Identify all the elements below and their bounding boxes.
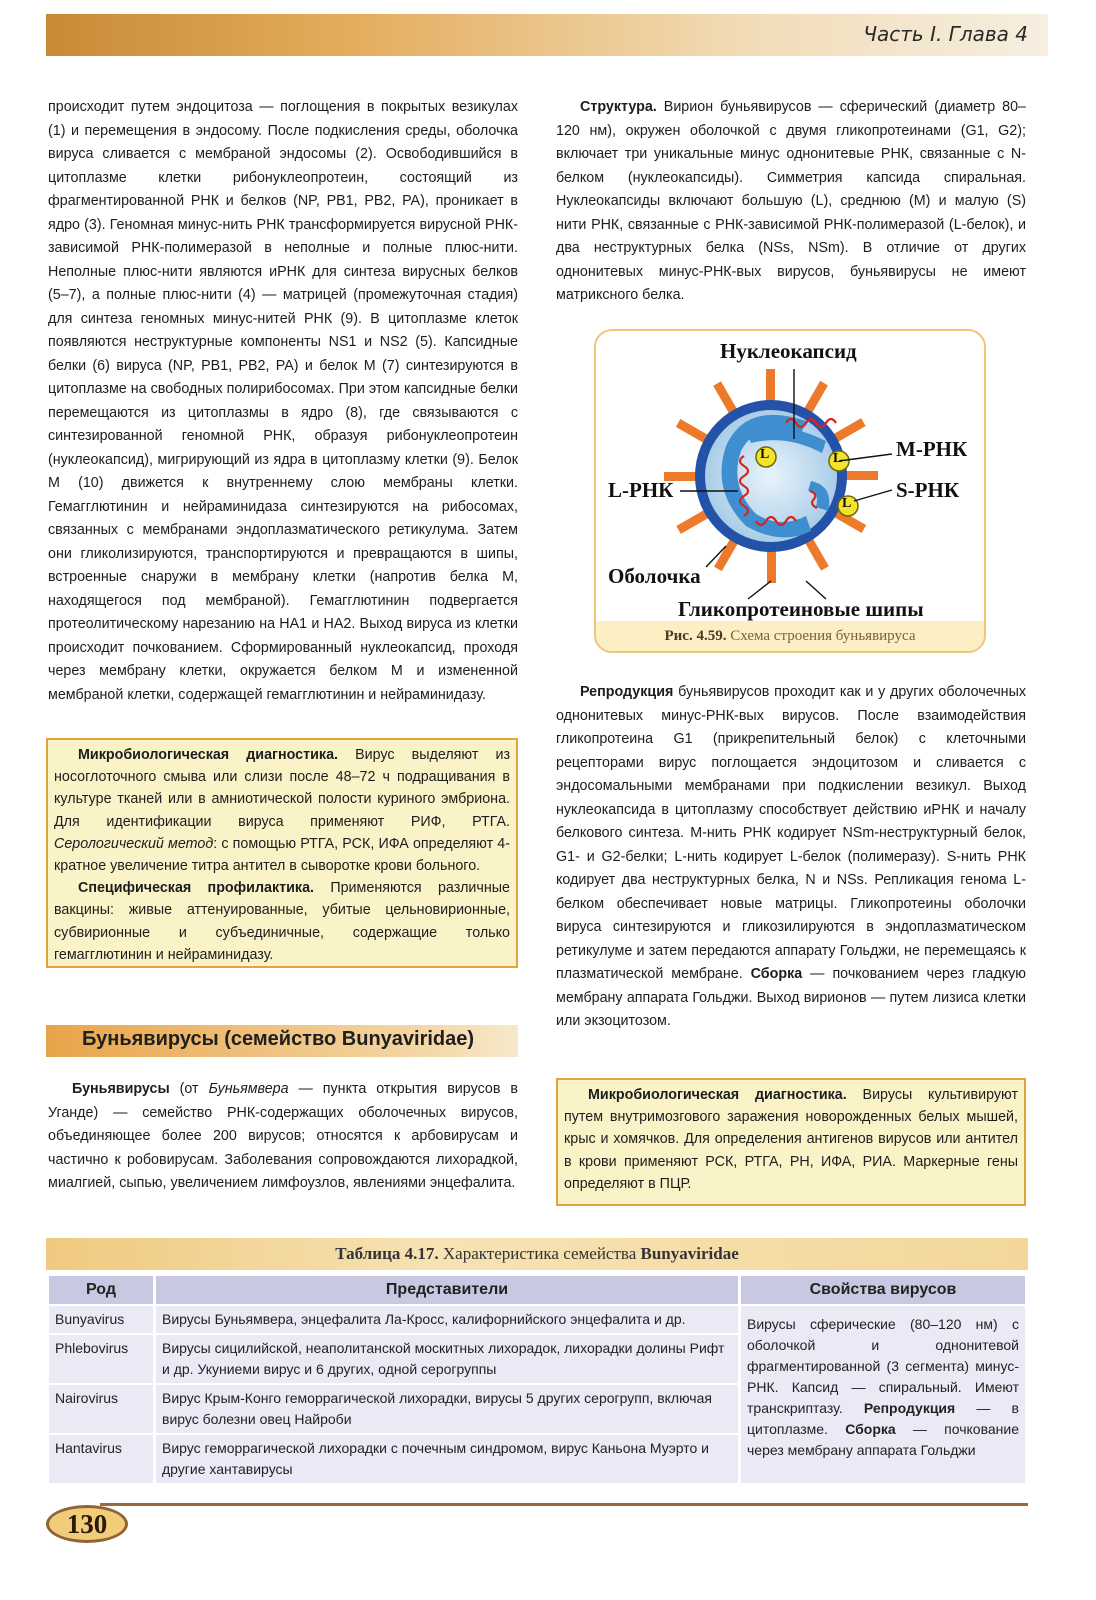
left-paragraph: происходит путем эндоцитоза — поглощения в покрытых везикулах (1) и перемещения в эндосому. После подкисления среды, оболочка вируса сливается с мембраной эндосомы (2). Освободившийся в цитоплазме клетки рибонуклеопротеин, состоящий из фрагментированной РНК и белков (NP, PB1, PB2, PA), проникает в ядро (3). Геномная минус-нить РНК трансформируется вирусной РНК-зависимой РНК-полимеразой в неполные и полные плюс-нити. Неполные плюс-нити являются иРНК для синтеза вирусных белков (5–7), а полные плюс-нити (4) — матрицей (промежуточная стадия) для синтеза геномных минус-нитей РНК (9). В цитоплазме клеток появляются неструктурные компоненты NS1 и NS2 (5). Капсидные белки (6) вируса (NP, PB1, PB2, PA) и белок М (7) синтезируются в цитоплазме на свободных полирибосомах. При этом капсидные белки перемещаются из цитоплазмы в ядро (8), где связываются с синтезированной геномной РНК, образуя рибонуклеопротеин (нуклеокапсид), мигрирующий из ядра в цитоплазму клетки (9). Белок М (10) движется к внутреннему слою мембраны клетки. Гемагглютинин и нейраминидаза синтезируются на рибосомах, связанных с мембранами эндоплазматического ретикулума. Затем они гликолизируются, транспортируются и превращаются в шипы, встроенные снаружи в мембрану клетки (напротив белка М, находящегося под мембраной). Гемагглютинин подвергается протеолитическому нарезанию на HA1 и HA2. Выход вируса из клетки происходит почкованием. Сформированный нуклеокапсид, проходя через мембрану клетки, окружается белком М и измененной мембраной клетки, содержащей гемагглютинин и нейраминидазу. bbox=[48, 99, 518, 703]
table-header-properties: Свойства вирусов bbox=[741, 1276, 1025, 1304]
section-heading-bar bbox=[46, 1025, 518, 1057]
left-intro bbox=[48, 1078, 518, 1196]
right-reproduction bbox=[556, 681, 1026, 1034]
assembly-text: — почкованием через гладкую мембрану аппарата Гольджи. Выход вирионов — путем лизиса клетки или экзоцитозом. bbox=[556, 966, 1026, 1029]
genus-cell: Nairovirus bbox=[49, 1385, 153, 1433]
table-header-genus: Род bbox=[49, 1276, 153, 1304]
properties-text-3: — почкование через мембрану аппарата Гольджи bbox=[747, 1421, 1019, 1458]
right-diag-title: Микробиологическая диагностика. bbox=[588, 1087, 847, 1103]
properties-text-2: — в цитоплазме. bbox=[747, 1400, 1019, 1437]
members-cell: Вирусы сицилийской, неаполитанской москитных лихорадок, лихорадки долины Рифт и др. Укуниеми вирус и 6 других, одной серогруппы bbox=[156, 1335, 738, 1383]
properties-bold-1: Репродукция bbox=[863, 1400, 956, 1416]
intro-bold: Буньявирусы bbox=[72, 1081, 170, 1097]
chapter-header-bar bbox=[46, 14, 1048, 56]
label-spikes: Гликопротеиновые шипы bbox=[678, 597, 924, 621]
properties-bold-2: Сборка bbox=[845, 1421, 896, 1437]
right-structure bbox=[556, 96, 1026, 308]
section-title: Буньявирусы (семейство Bunyaviridae) bbox=[82, 1028, 475, 1050]
label-envelope: Оболочка bbox=[608, 564, 701, 588]
table-title bbox=[46, 1238, 1028, 1270]
bunyavirus-figure bbox=[594, 329, 986, 653]
intro-paragraph bbox=[48, 1078, 518, 1196]
table-title-family: Bunyaviridae bbox=[640, 1244, 739, 1263]
table-title-text: Характеристика семейства bbox=[438, 1244, 641, 1263]
label-s-rna: S-РНК bbox=[896, 478, 960, 502]
properties-text-1: Вирусы сферические (80–120 нм) с оболочкой и однонитевой фрагментированной (3 сегмента) минус-РНК. Капсид — спиральный. Имеют транскриптазу. bbox=[747, 1316, 1019, 1416]
structure-text: Вирион буньявирусов — сферический (диаметр 80–120 нм), окружен оболочкой с двумя гликопротеинами (G1, G2); включает три уникальные минус однонитевые РНК, связанные с N-белком (нуклеокапсиды). Симметрия капсида спиральная. Нуклеокапсиды включают большую (L), среднюю (M) и малую (S) нити РНК, связанные с РНК-зависимой РНК-полимеразой (L-белок), и два неструктурных белка (NSs, NSm). В отличие от других однонитевых минус-РНК-вых вирусов, буньявирусы не имеют матриксного белка. bbox=[556, 99, 1026, 303]
marker-l-2: L bbox=[833, 451, 843, 466]
caption-number: Рис. 4.59. bbox=[664, 628, 727, 644]
structure-paragraph bbox=[556, 96, 1026, 308]
intro-italic: Буньямвера bbox=[208, 1081, 289, 1097]
left-diag-text-2: : с помощью РТГА, РСК, ИФА определяют 4-кратное увеличение титра антител в сыворотке крови больного. bbox=[54, 835, 510, 875]
genus-cell: Bunyavirus bbox=[49, 1306, 153, 1333]
members-cell: Вирус Крым-Конго геморрагической лихорадки, вирусы 5 других серогрупп, включая вирус болезни овец Найроби bbox=[156, 1385, 738, 1433]
table-title-label: Таблица 4.17. bbox=[335, 1244, 439, 1263]
table-header-row bbox=[49, 1276, 1025, 1304]
left-diag-italic: Серологический метод bbox=[54, 835, 214, 852]
left-diagnostics-paragraph bbox=[54, 744, 510, 877]
table-row bbox=[49, 1306, 1025, 1333]
left-diag-text-1: Вирус выделяют из носоглоточного смыва или слизи после 48–72 ч подращивания в культуре тканей или в амниотической полости куриного эмбриона. Для идентификации вируса применяют РИФ, РТГА. bbox=[54, 747, 510, 830]
bunyaviridae-table bbox=[46, 1274, 1028, 1485]
right-diag-text: Вирусы культивируют путем внутримозгового заражения новорожденных белых мышей, крыс и хомячков. Для определения антигенов вирусов или антител в крови применяют РСК, РТГА, РН, ИФА, РИА. Маркерные гены определяют в ПЦР. bbox=[564, 1087, 1018, 1192]
genus-cell: Phlebovirus bbox=[49, 1335, 153, 1383]
table-header-members: Представители bbox=[156, 1276, 738, 1304]
label-l-rna: L-РНК bbox=[608, 478, 674, 502]
left-prof-text: Применяются различные вакцины: живые аттенуированные, убитые цельновирионные, субвирионные и субъединичные, содержащие только гемагглютинин и нейраминидазу. bbox=[54, 880, 510, 963]
members-cell: Вирусы Буньямвера, энцефалита Ла-Кросс, калифорнийского энцефалита и др. bbox=[156, 1306, 738, 1333]
marker-l-3: L bbox=[842, 496, 852, 511]
right-diagnostics-paragraph bbox=[564, 1084, 1018, 1195]
footer-rule bbox=[100, 1503, 1028, 1506]
left-diag-title: Микробиологическая диагностика. bbox=[78, 747, 339, 763]
left-diagnostics-box bbox=[46, 738, 518, 968]
intro-text-2: — пункта открытия вирусов в Уганде) — семейство РНК-содержащих оболочечных вирусов, объединяющее более 200 вирусов; относятся к арбовирусам и частично к робовирусам. Заболевания сопровождаются лихорадкой, миалгией, сыпью, увеличением лимфоузлов, явлениями энцефалита. bbox=[48, 1081, 518, 1191]
left-prophylaxis-paragraph bbox=[54, 877, 510, 966]
intro-text-1: (от bbox=[169, 1081, 209, 1097]
reproduction-paragraph bbox=[556, 681, 1026, 1034]
genus-cell: Hantavirus bbox=[49, 1435, 153, 1483]
right-diagnostics-box bbox=[556, 1078, 1026, 1206]
repro-text: буньявирусов проходит как и у других оболочечных однонитевых минус-РНК-вых вирусов. После взаимодействия гликопротеина G1 (прикрепительный белок) с клеточными рецепторами вирус поглощается эндоцитозом и сливается с эндосомальными мембранами при подкислении везикул. Выход нуклеокапсида в цитоплазму способствует действию иРНК и началу белкового синтеза. М-нить РНК кодирует NSm-неструктурный белок, G1- и G2-белки; L-нить кодирует L-белок (полимеразу). S-нить РНК кодирует два неструктурных белка, N и NSs. Репликация генома L-белком обеспечивает новые матрицы. Гликопротеины оболочки вируса синтезируются и гликозилируются в эндоплазматическом ретикулуме и затем передаются аппарату Гольджи, не перемещаясь к плазматической мембране. bbox=[556, 684, 1026, 982]
caption-text: Схема строения буньявируса bbox=[726, 628, 916, 644]
figure-caption bbox=[596, 621, 984, 651]
repro-title: Репродукция bbox=[580, 684, 674, 700]
left-prof-title: Специфическая профилактика. bbox=[78, 880, 315, 897]
assembly-title: Сборка bbox=[750, 966, 803, 982]
left-column bbox=[48, 96, 518, 707]
chapter-label: Часть I. Глава 4 bbox=[863, 22, 1028, 46]
label-m-rna: М-РНК bbox=[896, 437, 968, 461]
page-number: 130 bbox=[46, 1505, 128, 1543]
properties-cell bbox=[741, 1306, 1025, 1483]
marker-l-1: L bbox=[760, 447, 770, 462]
label-nucleocapsid: Нуклеокапсид bbox=[720, 339, 857, 363]
members-cell: Вирус геморрагической лихорадки с почечным синдромом, вирус Каньона Муэрто и другие хантавирусы bbox=[156, 1435, 738, 1483]
structure-title: Структура. bbox=[580, 99, 657, 115]
